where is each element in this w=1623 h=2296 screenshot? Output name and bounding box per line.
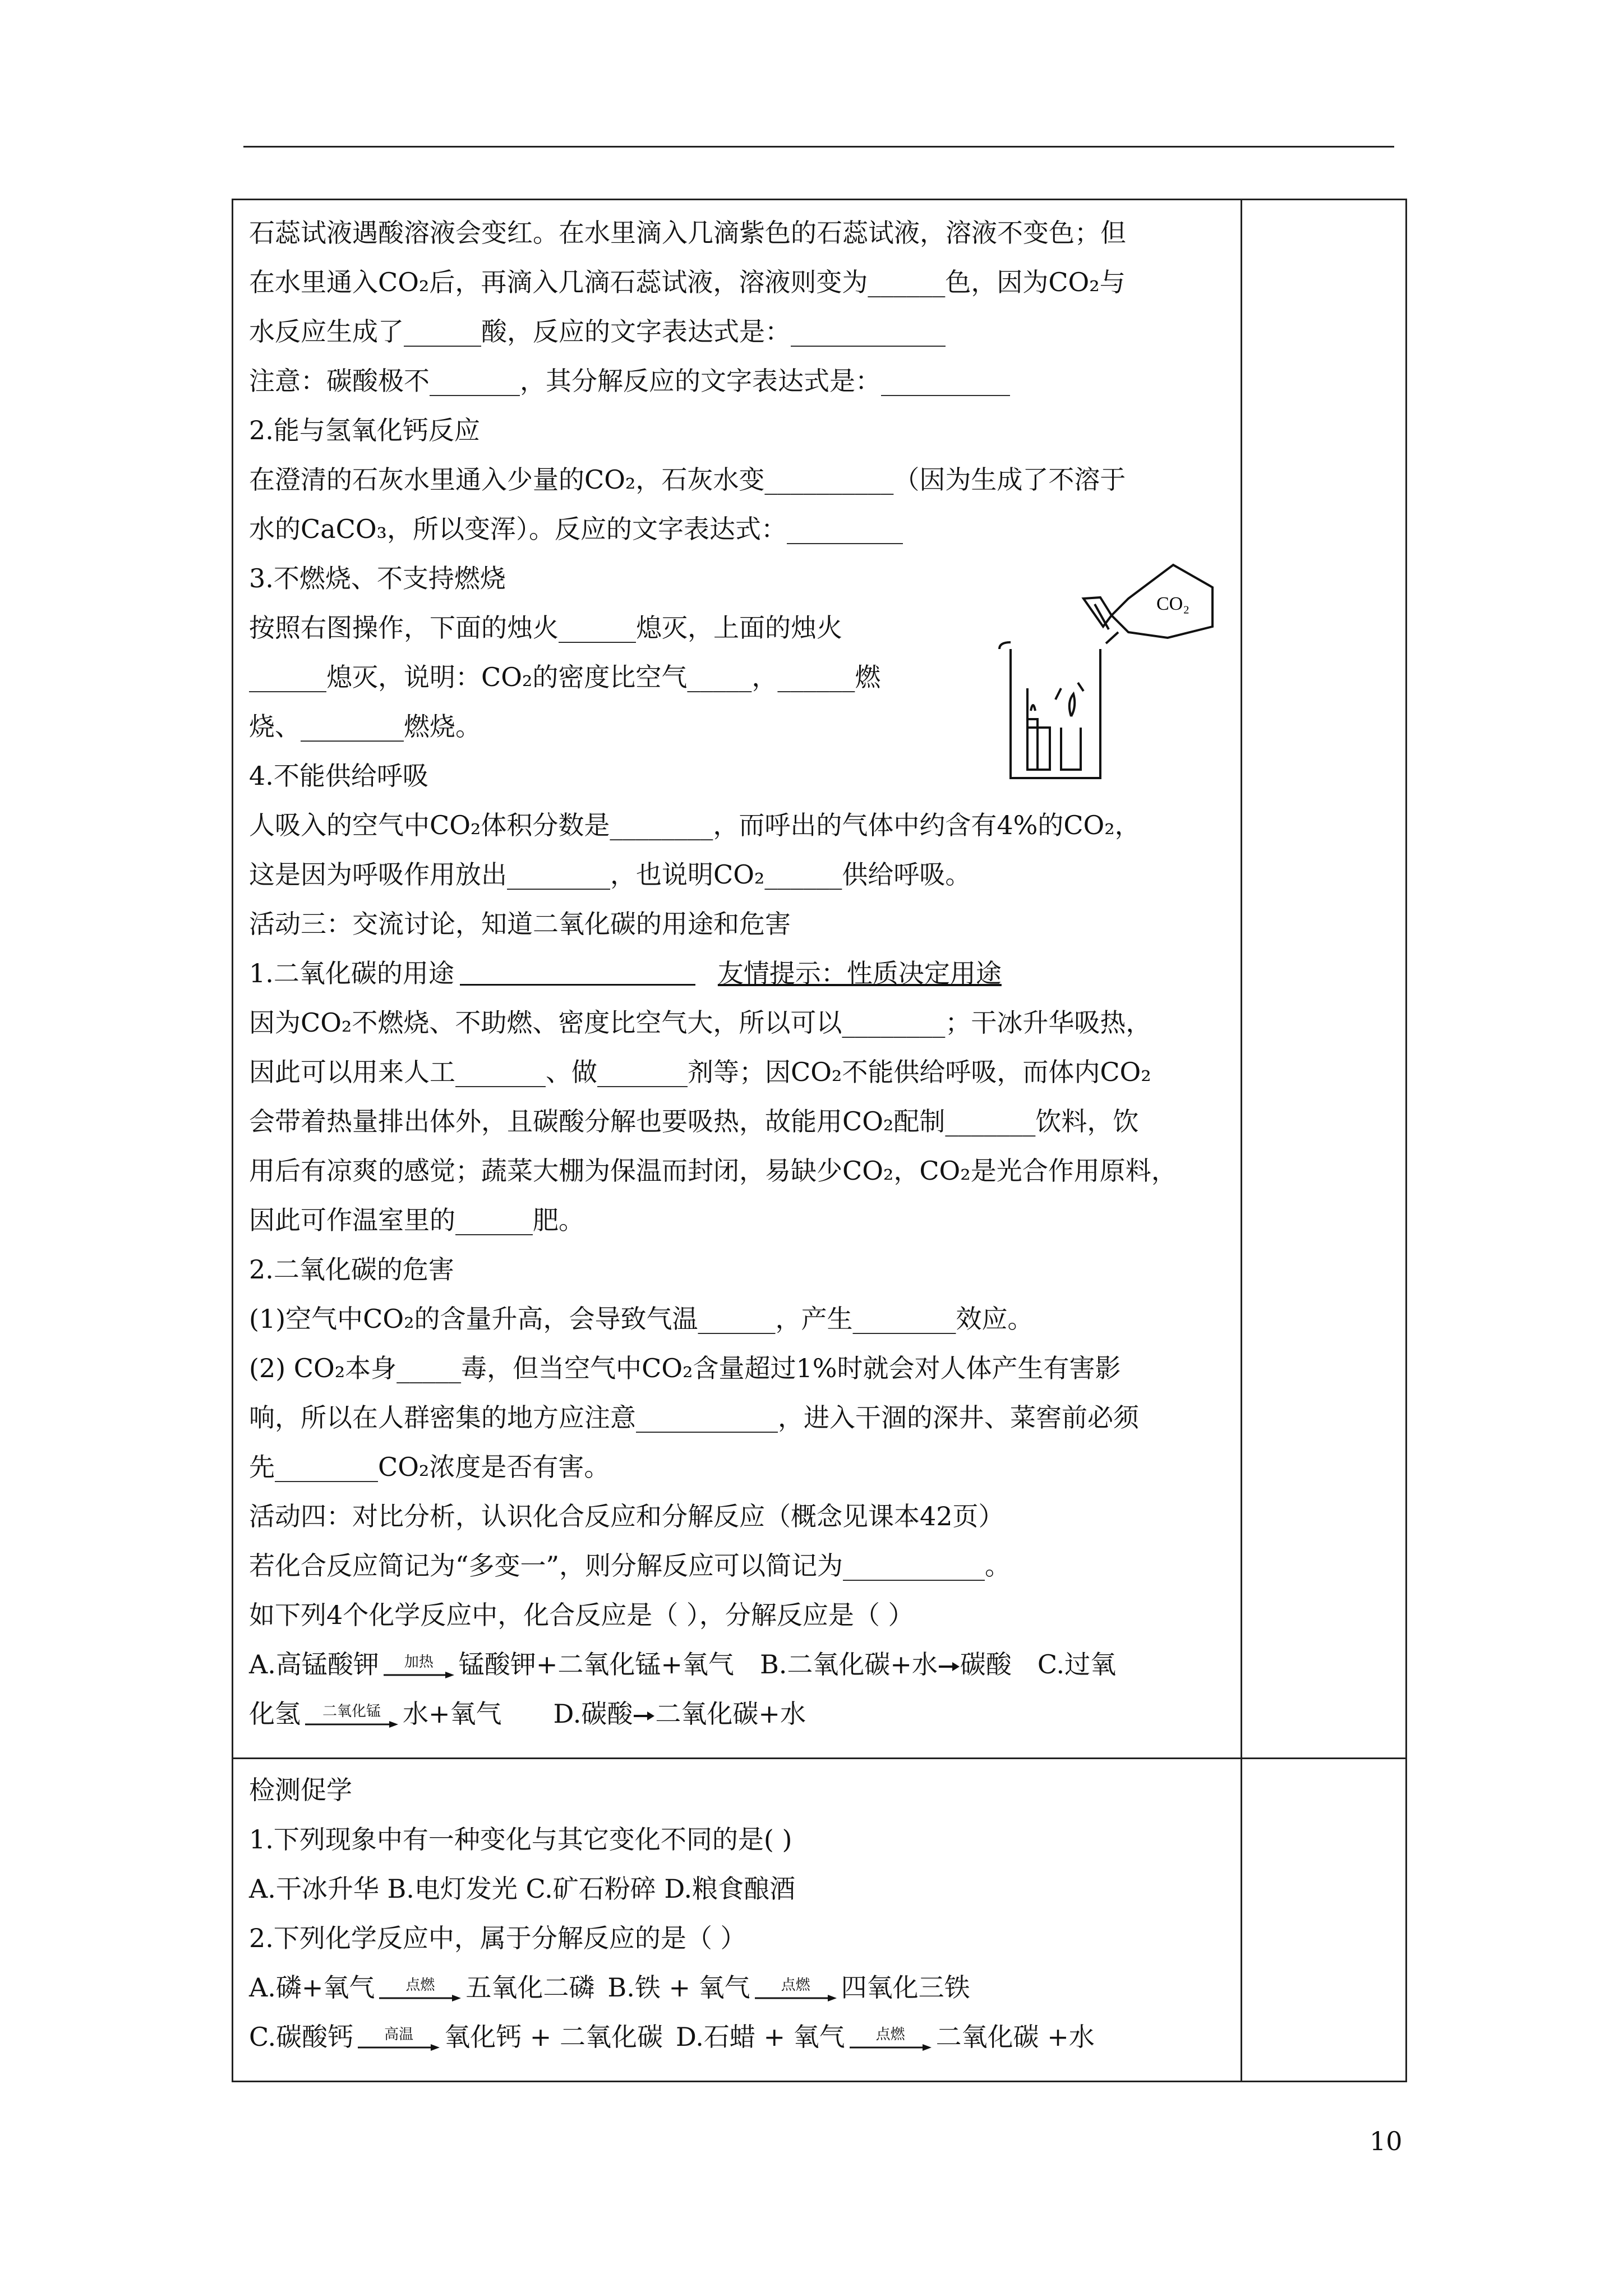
reaction-c-reactant: 化氢 [249,1699,301,1729]
text-line: 因为CO₂不燃烧、不助燃、密度比空气大，所以可以________；干冰升华吸热， [249,1007,1152,1038]
reaction-condition: 点燃 [875,2026,905,2043]
text-line: ______熄灭，说明：CO₂的密度比空气_____，______燃 [249,662,881,692]
reaction-condition: 加热 [404,1654,434,1671]
option-c-product: 氧化钙 + 二氧化碳 [444,2022,663,2052]
check-heading: 检测促学 [249,1775,352,1805]
text-line: 用后有凉爽的感觉；蔬菜大棚为保温而封闭，易缺少CO₂，CO₂是光合作用原料， [249,1156,1177,1186]
reaction-b-product: 碳酸 [960,1649,1012,1680]
uses-line [249,949,1236,998]
header-rule [243,146,1394,148]
arrow-icon [633,1708,655,1724]
reaction-a-reactant: A.高锰酸钾 [249,1649,379,1680]
reaction-condition: 高温 [384,2026,414,2043]
uses-heading: 1.二氧化碳的用途 [249,958,454,988]
question-2: 2.下列化学反应中，属于分解反应的是（ ） [249,1923,746,1953]
reaction-condition: 点燃 [781,1977,810,1994]
arrow-icon [357,2043,441,2052]
text-line: 如下列4个化学反应中，化合反应是（ ），分解反应是（ ） [249,1600,914,1630]
question-2-options-cd [249,2012,1236,2062]
text-line: 水反应生成了______酸，反应的文字表达式是：____________ [249,316,946,347]
tip-text: 友情提示：性质决定用途 [717,958,1002,988]
section-heading: 4.不能供给呼吸 [249,761,428,791]
option-a-reactant: A.磷+氧气 [249,1972,375,2003]
reaction-d-product: 二氧化碳+水 [655,1699,806,1729]
answer-blank [460,961,695,986]
option-d-product: 二氧化碳 +水 [935,2022,1095,2052]
reaction-a-product: 锰酸钾+二氧化锰+氧气 [458,1649,734,1680]
co2-pouring-beaker-figure [977,548,1229,795]
text-line: 人吸入的空气中CO₂体积分数是________，而呼出的气体中约含有4%的CO₂， [249,810,1141,840]
self-check-section [249,1765,1236,2062]
table-row-divider [233,1757,1405,1759]
reaction-line-2 [249,1689,1236,1738]
reaction-b-reactant: B.二氧化碳+水 [759,1649,938,1680]
arrow-icon [378,1994,462,2003]
question-1: 1.下列现象中有一种变化与其它变化不同的是( ) [249,1824,792,1855]
text-line: 响，所以在人群密集的地方应注意___________，进入干涸的深井、菜窖前必须 [249,1402,1139,1433]
question-2-options-ab [249,1963,1236,2012]
activity-heading: 活动三：交流讨论，知道二氧化碳的用途和危害 [249,909,791,939]
condition-arrow [304,1703,399,1729]
option-b-product: 四氧化三铁 [841,1972,970,2003]
text-line: 因此可作温室里的______肥。 [249,1205,584,1235]
question-1-options: A.干冰升华 B.电灯发光 C.矿石粉碎 D.粮食酿酒 [249,1874,796,1904]
activity-heading: 活动四：对比分析，认识化合反应和分解反应（概念见课本42页） [249,1501,1004,1531]
reaction-condition: 点燃 [405,1977,435,1994]
option-d-reactant: D.石蜡 + 氧气 [675,2022,845,2052]
arrow-icon [938,1658,960,1675]
condition-arrow [382,1654,455,1680]
text-line: 烧、________燃烧。 [249,711,481,742]
arrow-icon [382,1671,455,1680]
condition-arrow [849,2026,933,2052]
text-line: 注意：碳酸极不_______，其分解反应的文字表达式是：__________ [249,366,1010,396]
option-a-product: 五氧化二磷 [465,1972,595,2003]
text-line: 若化合反应简记为“多变一”，则分解反应可以简记为___________。 [249,1550,1011,1581]
lesson-content [249,208,1236,1738]
reaction-c-reactant-part: C.过氧 [1037,1649,1117,1680]
text-line: (2) CO₂本身_____毒，但当空气中CO₂含量超过1%时就会对人体产生有害影 [249,1353,1121,1383]
page-number: 10 [1370,2126,1403,2156]
text-line: 水的CaCO₃，所以变浑）。反应的文字表达式：_________ [249,514,903,544]
text-line: 先________CO₂浓度是否有害。 [249,1452,610,1482]
condition-arrow [754,1977,838,2003]
arrow-icon [754,1994,838,2003]
option-b-reactant: B.铁 + 氧气 [607,1972,750,2003]
section-heading: 2.能与氢氧化钙反应 [249,415,480,445]
section-heading: 3.不燃烧、不支持燃烧 [249,563,506,593]
text-line: 这是因为呼吸作用放出________，也说明CO₂______供给呼吸。 [249,859,971,890]
text-line: (1)空气中CO₂的含量升高，会导致气温______，产生________效应。 [249,1304,1034,1334]
arrow-icon [849,2043,933,2052]
section-heading: 2.二氧化碳的危害 [249,1254,454,1285]
reaction-line-1 [249,1640,1236,1689]
text-line: 会带着热量排出体外，且碳酸分解也要吸热，故能用CO₂配制_______饮料，饮 [249,1106,1139,1137]
reaction-c-product: 水+氧气 [403,1699,502,1729]
text-line: 因此可以用来人工_______、做_______剂等；因CO₂不能供给呼吸，而体内CO₂ [249,1057,1151,1087]
worksheet-table [232,199,1407,2082]
reaction-d-reactant: D.碳酸 [553,1699,633,1729]
text-line: 按照右图操作，下面的烛火______熄灭，上面的烛火 [249,613,842,643]
text-line: 在水里通入CO₂后，再滴入几滴石蕊试液，溶液则变为______色，因为CO₂与 [249,267,1126,297]
condition-arrow [357,2026,441,2052]
arrow-icon [304,1720,399,1729]
text-line: 在澄清的石灰水里通入少量的CO₂，石灰水变__________（因为生成了不溶于 [249,464,1126,495]
condition-arrow [378,1977,462,2003]
text-line: 石蕊试液遇酸溶液会变红。在水里滴入几滴紫色的石蕊试液，溶液不变色；但 [249,218,1126,248]
table-column-divider [1241,200,1242,2081]
reaction-condition: 二氧化锰 [322,1703,381,1720]
option-c-reactant: C.碳酸钙 [249,2022,354,2052]
figure-label: CO₂ [1156,593,1190,614]
